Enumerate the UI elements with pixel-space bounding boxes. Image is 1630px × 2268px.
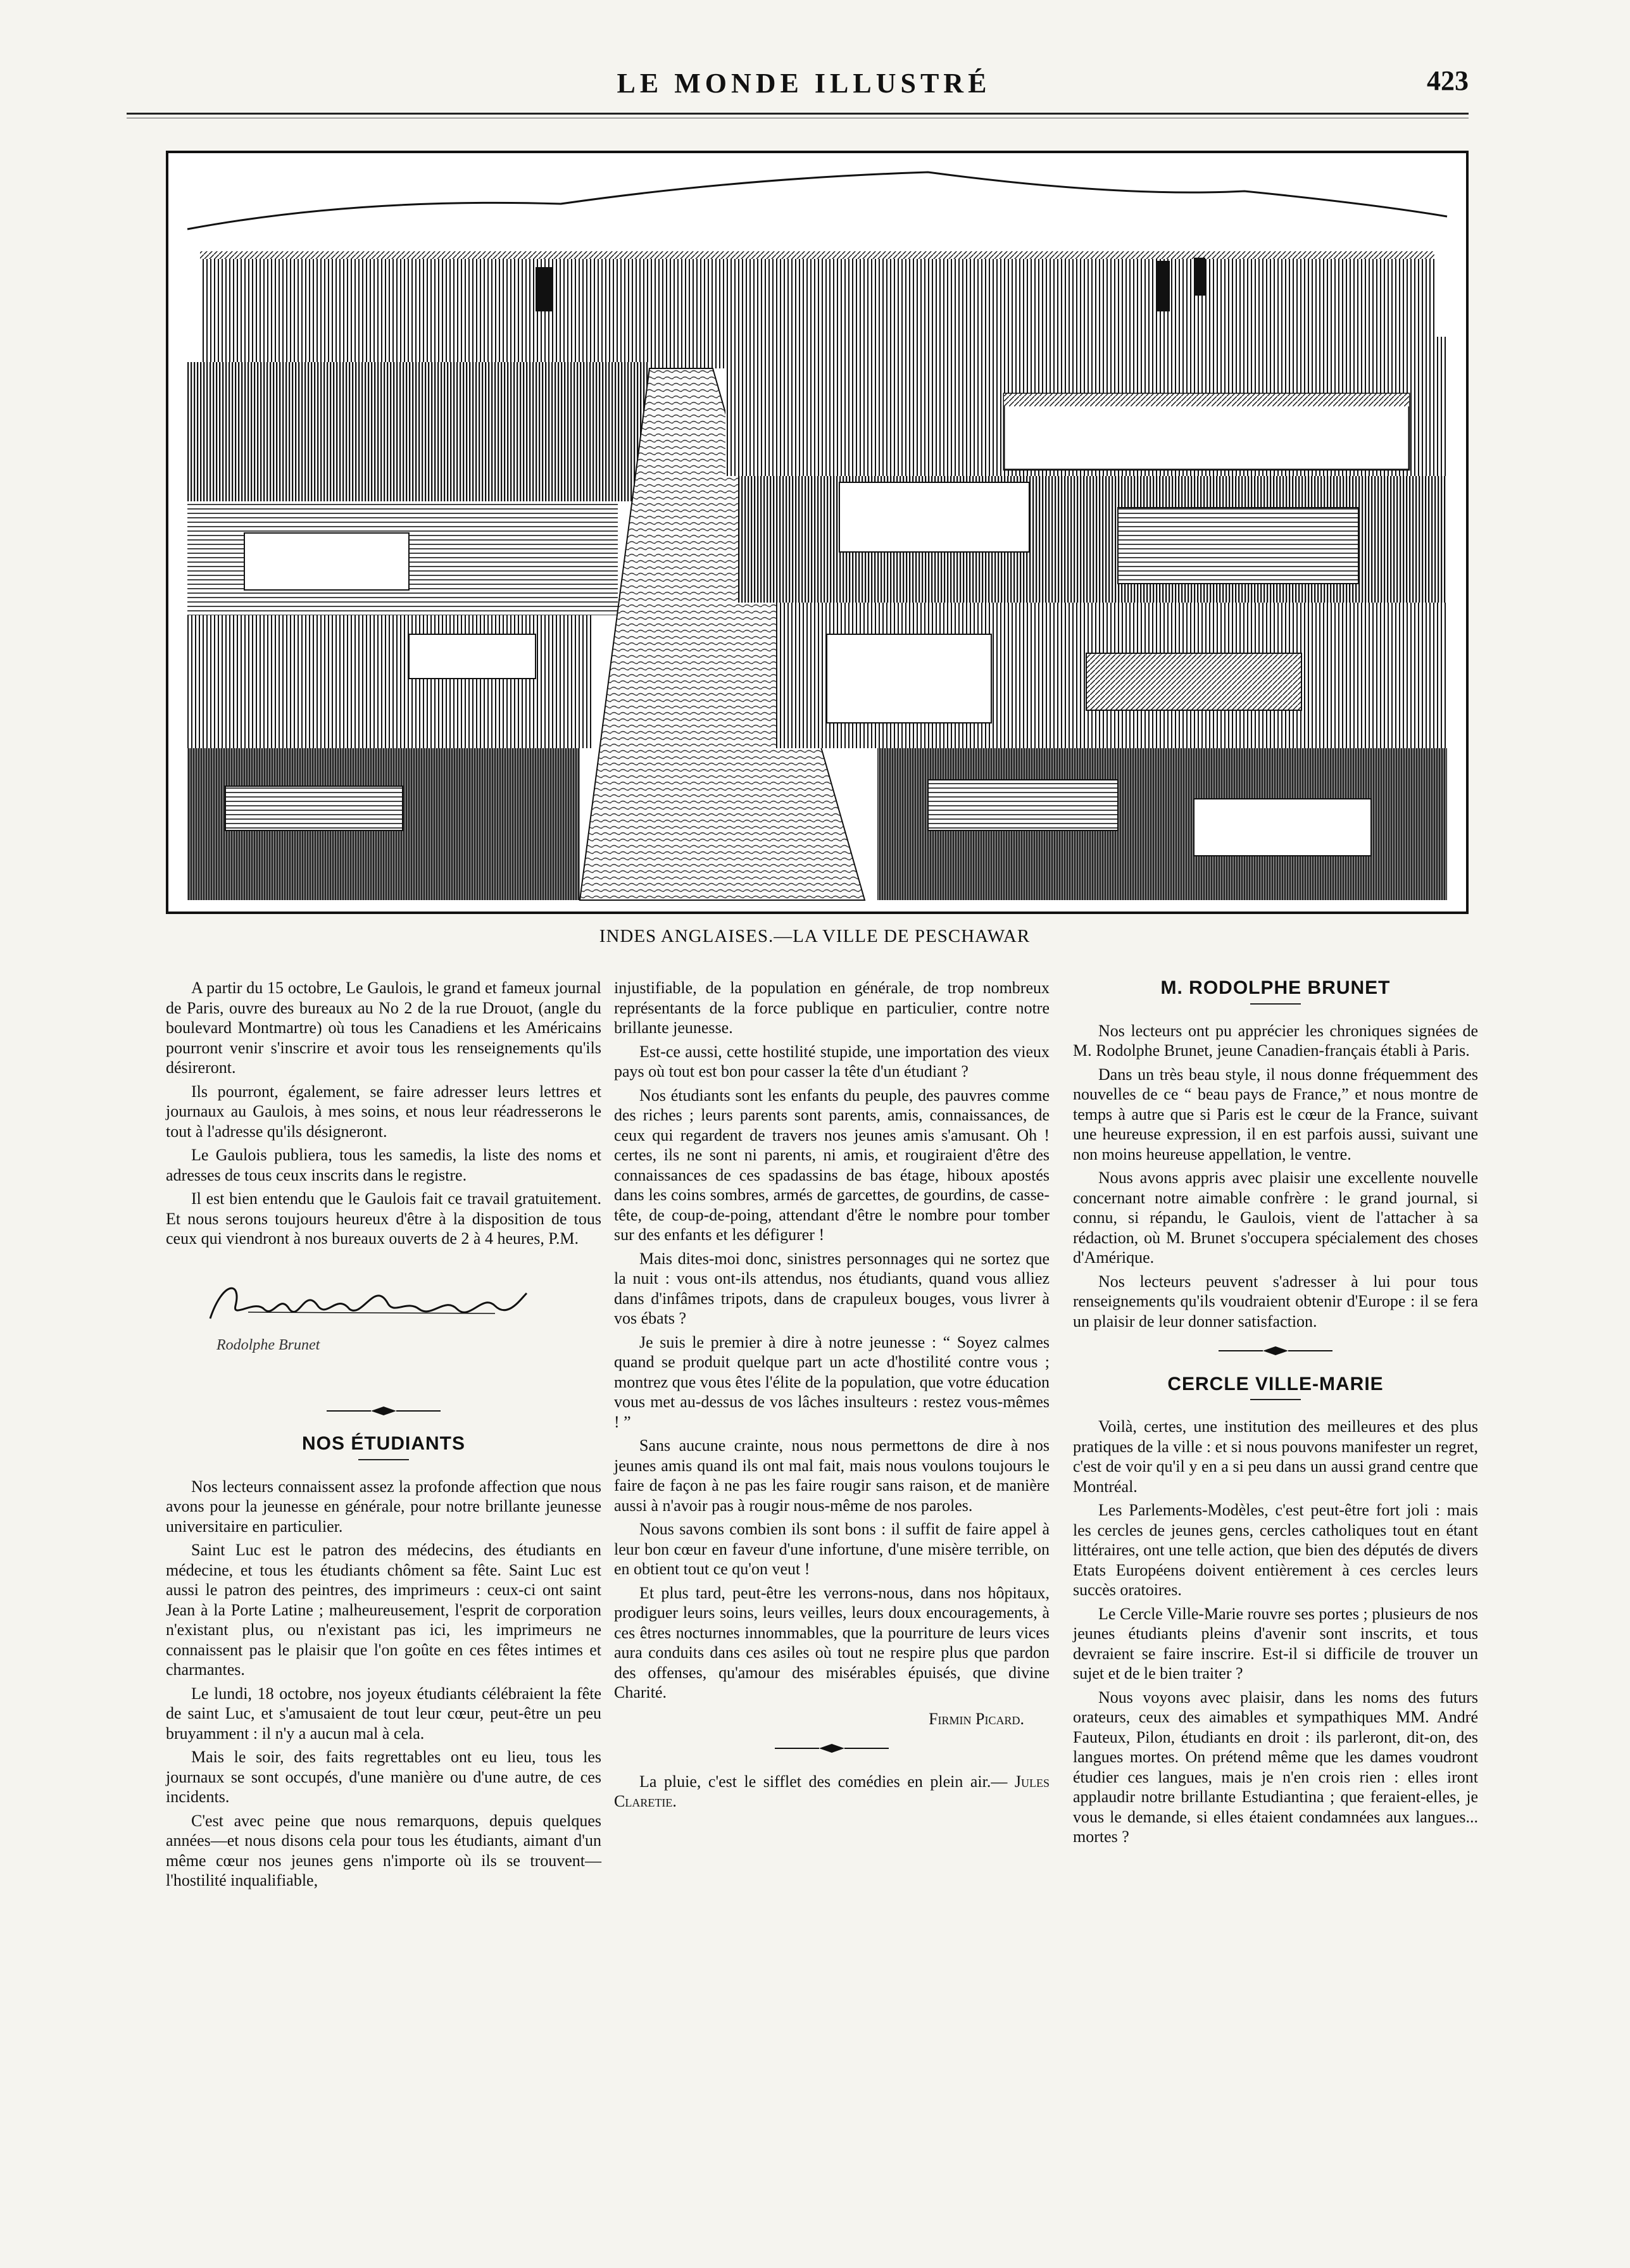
paragraph: Saint Luc est le patron des médecins, des étudiants en médecine, et tous les étudiants chôment sa fête. Saint Luc est aussi le patron des peintres, des imprimeurs : ceux-ci ont saint Jean à la Porte Latine ; malheureusement, l'esprit de corporation n'existant plus, ou n'existant pas ici, les imprimeurs ne connaissent pas le plaisir que l'on goûte en ces fêtes intimes et charmantes. [166, 1541, 601, 1679]
ornament-divider [614, 1738, 1050, 1758]
paragraph: Sans aucune crainte, nous nous permettons de dire à nos jeunes amis quand ils ont mal fait, mais nous voulons toujours le faire de façon à ne pas les faire rougir sans raison, et de manière aussi à n'avoir pas à rougir nous-même de nos paroles. [614, 1436, 1050, 1515]
paragraph: Nos étudiants sont les enfants du peuple, des pauvres comme des riches ; leurs parents sont parents, amis, connaissances, de ceux qui regardent de travers nos jeunes amis s'amusant. Oh ! certes, ils ne sont ni parents, ni amis, et rougiraient d'être des connaissances de ces spadassins de bas étage, hiboux apostés dans les coins sombres, armés de garcettes, de gourdins, de casse-tête, de coup-de-poing, attendant d'être le nombre pour tomber sur des enfants et les défigurer ! [614, 1086, 1050, 1244]
journal-title: LE MONDE ILLUSTRÉ [617, 68, 991, 99]
column-2 [614, 978, 1050, 1815]
ornament-divider [166, 1400, 601, 1420]
paragraph: Je suis le premier à dire à notre jeunesse : “ Soyez calmes quand se produit quelque part un acte d'hostilité contre vous ; montrez que vous êtes l'élite de la population, que votre éducation vous met au-dessus de vos lâches insulteurs : restez vous-mêmes ! ” [614, 1332, 1050, 1431]
paragraph: Les Parlements-Modèles, c'est peut-être fort joli : mais les cercles de jeunes gens, cercles catholiques tout en étant littéraires, ont une telle action, que bien des députés de divers Etats Européens doivent entièrement à ces cercles leurs succès oratoires. [1073, 1501, 1478, 1599]
paragraph: Ils pourront, également, se faire adresser leurs lettres et journaux au Gaulois, à mes soins, et nous leur réadresserons le tout à l'adresse qu'ils désigneront. [166, 1082, 601, 1141]
signature-name: Rodolphe Brunet [216, 1337, 320, 1353]
author-signature: Firmin Picard. [929, 1709, 1024, 1728]
paragraph: Nos lecteurs peuvent s'adresser à lui pour tous renseignements qu'ils voudraient obtenir d'Europe : il se fera un plaisir de leur donner satisfaction. [1073, 1272, 1478, 1331]
paragraph: Est-ce aussi, cette hostilité stupide, une importation des vieux pays où tout est bon pour casser la tête d'un étudiant ? [614, 1042, 1050, 1081]
paragraph: Nos lecteurs connaissent assez la profonde affection que nous avons pour la jeunesse en générale, pour notre brillante jeunesse universitaire en particulier. [166, 1477, 601, 1536]
quote-text: La pluie, c'est le sifflet des comédies en plein air.— [639, 1772, 1008, 1791]
paragraph: Mais dites-moi donc, sinistres personnages qui ne sortez que la nuit : vous ont-ils attendus, nos étudiants, quand vous alliez dans d'infâmes tripots, dans de crapuleux bouges, vous livrer à vos ébats ? [614, 1249, 1050, 1327]
paragraph: Nos lecteurs ont pu apprécier les chroniques signées de M. Rodolphe Brunet, jeune Canadien-français établi à Paris. [1073, 1021, 1478, 1060]
signature [204, 1274, 601, 1356]
paragraph: Le Cercle Ville-Marie rouvre ses portes ; plusieurs de nos jeunes étudiants pleins d'avenir sont inscrits, et tous devraient se faire inscrire. Est-il si difficile de trouver un sujet et de le bien traiter ? [1073, 1604, 1478, 1682]
paragraph: Nous savons combien ils sont bons : il suffit de faire appel à leur bon cœur en faveur d'une infortune, d'une misère terrible, on en obtient tout ce qu'on veut ! [614, 1520, 1050, 1578]
paragraph: Le Gaulois publiera, tous les samedis, la liste des noms et adresses de tous ceux inscrits dans le registre. [166, 1146, 601, 1184]
paragraph: injustifiable, de la population en générale, de trop nombreux représentants de la force publique en particulier, contre notre brillante jeunesse. [614, 979, 1050, 1037]
section-title-rodolphe-brunet: M. RODOLPHE BRUNET [1160, 977, 1391, 998]
quote [614, 1772, 1050, 1812]
section-title-cercle-ville-marie: CERCLE VILLE-MARIE [1167, 1373, 1384, 1394]
quote-author: Jules Claretie. [614, 1772, 1050, 1810]
paragraph: Et plus tard, peut-être les verrons-nous, dans nos hôpitaux, prodiguer leurs soins, leurs veilles, leurs doux encouragements, à ces êtres nocturnes innommables, que la pourriture de leurs vices aura conduits dans ces asiles où tout ne respire plus que pardon des offenses, qu'amour des misérables épuisés, que divine Charité. [614, 1583, 1050, 1701]
illustration-caption: INDES ANGLAISES.—LA VILLE DE PESCHAWAR [599, 926, 1031, 946]
ornament-divider [1073, 1340, 1478, 1360]
column-3 [1073, 978, 1478, 1851]
section-rule [1250, 1399, 1301, 1400]
paragraph: Nous avons appris avec plaisir une excellente nouvelle concernant notre aimable confrère : le grand journal, si connu, si répandu, le Gaulois, vient de l'attacher à sa rédaction, où M. Brunet s'occupera spécialement des choses d'Amérique. [1073, 1168, 1478, 1267]
paragraph: A partir du 15 octobre, Le Gaulois, le grand et fameux journal de Paris, ouvre des bureaux au No 2 de la rue Drouot, (angle du boulevard Montmartre) où tous les Canadiens et les Américains pourront venir s'inscrire et avoir tous les renseignements qu'ils désireront. [166, 979, 601, 1077]
city-engraving [166, 151, 1469, 914]
column-1 [166, 978, 601, 1895]
section-title-nos-etudiants: NOS ÉTUDIANTS [301, 1433, 465, 1454]
paragraph: C'est avec peine que nous remarquons, depuis quelques années—et nous disons cela pour tous les étudiants, aimant d'un même cœur nos jeunes gens n'importe où ils se trouvent—l'hostilité inqualifiable, [166, 1811, 601, 1889]
paragraph: Dans un très beau style, il nous donne fréquemment des nouvelles de ce “ beau pays de France,” et nous montre de temps à autre que si Paris est le cœur de la France, suivant une heureuse expression, il en est parfois aussi, suivant une non moins heureuse appellation, le ventre. [1073, 1065, 1478, 1163]
header-rule [127, 113, 1469, 115]
handwritten-signature [204, 1274, 533, 1331]
paragraph: Il est bien entendu que le Gaulois fait ce travail gratuitement. Et nous serons toujours heureux d'être à la disposition de tous ceux qui viendront à nos bureaux ouverts de 2 à 4 heures, P.M. [166, 1189, 601, 1248]
paragraph: Mais le soir, des faits regrettables ont eu lieu, tous les journaux se sont occupés, d'une manière ou d'une autre, de ces incidents. [166, 1748, 601, 1806]
page-number: 423 [1427, 65, 1469, 96]
paragraph: Le lundi, 18 octobre, nos joyeux étudiants célébraient la fête de saint Luc, et s'amusaient de tout leur cœur, peut-être un peu bruyamment : il n'y a aucun mal à cela. [166, 1684, 601, 1743]
masthead [139, 61, 1469, 111]
city-engraving-drawing [168, 153, 1466, 912]
paragraph: Nous voyons avec plaisir, dans les noms des futurs orateurs, ceux des aimables et sympathiques MM. André Fauteux, Pilon, étudiants en droit : ils parleront, dit-on, des langues mortes. On prétend même que les dames voudront étudier ces langues, mais je n'en crois rien : elles iront applaudir notre brillante Estudiantina ; que feraient-elles, je vous le demande, si elles étaient condamnées aux langues... mortes ? [1073, 1688, 1478, 1846]
paragraph: Voilà, certes, une institution des meilleures et des plus pratiques de la ville : et si nous pouvons manifester un regret, c'est de voir qu'il y en a si peu dans un aussi grand centre que Montréal. [1073, 1417, 1478, 1496]
section-rule [358, 1459, 409, 1460]
section-rule [1250, 1003, 1301, 1005]
